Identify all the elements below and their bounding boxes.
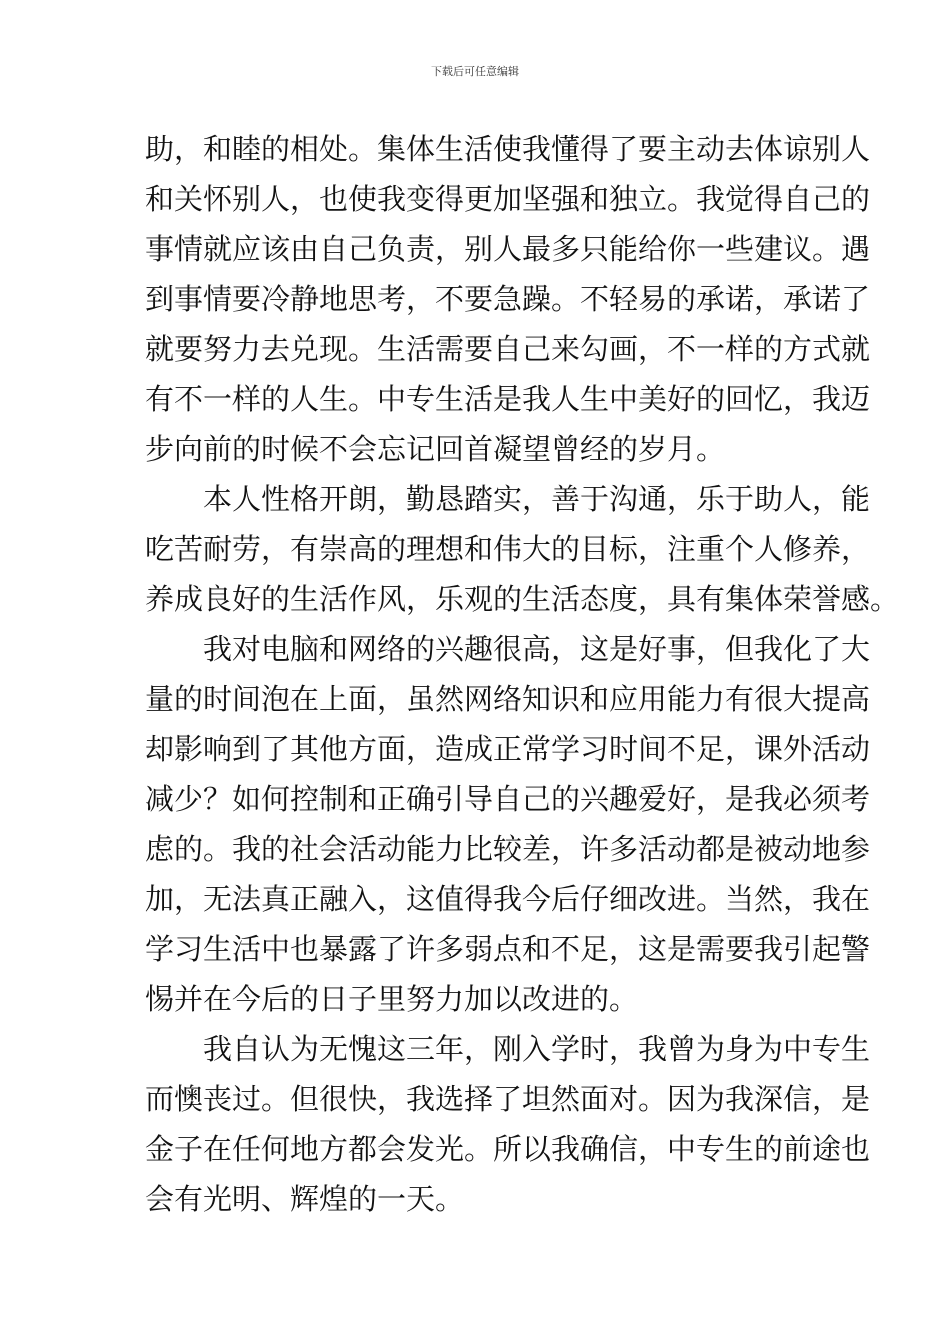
paragraph-line: 步向前的时候不会忘记回首凝望曾经的岁月。 [145, 432, 726, 466]
paragraph-1 [145, 124, 871, 474]
paragraph-line: 学习生活中也暴露了许多弱点和不足，这是需要我引起警 [145, 932, 871, 966]
paragraph-line: 加，无法真正融入，这值得我今后仔细改进。当然，我在 [145, 882, 871, 916]
paragraph-line: 虑的。我的社会活动能力比较差，许多活动都是被动地参 [145, 832, 871, 866]
paragraph-line: 而懊丧过。但很快，我选择了坦然面对。因为我深信，是 [145, 1082, 871, 1116]
paragraph-line: 事情就应该由自己负责，别人最多只能给你一些建议。遇 [145, 232, 871, 266]
paragraph-line: 会有光明、辉煌的一天。 [145, 1182, 465, 1216]
paragraph-line: 量的时间泡在上面，虽然网络知识和应用能力有很大提高 [145, 682, 871, 716]
paragraph-3 [145, 624, 871, 1024]
paragraph-line: 惕并在今后的日子里努力加以改进的。 [145, 982, 639, 1016]
paragraph-4 [145, 1024, 871, 1224]
paragraph-line: 本人性格开朗，勤恳踏实，善于沟通，乐于助人，能 [203, 482, 871, 516]
document-body [145, 124, 900, 1224]
paragraph-line: 却影响到了其他方面，造成正常学习时间不足，课外活动 [145, 732, 871, 766]
page-header-note: 下载后可任意编辑 [431, 65, 519, 78]
paragraph-line: 金子在任何地方都会发光。所以我确信，中专生的前途也 [145, 1132, 871, 1166]
paragraph-line: 减少？如何控制和正确引导自己的兴趣爱好，是我必须考 [145, 782, 871, 816]
paragraph-line: 我对电脑和网络的兴趣很高，这是好事，但我化了大 [203, 632, 871, 666]
paragraph-line: 有不一样的人生。中专生活是我人生中美好的回忆，我迈 [145, 382, 871, 416]
paragraph-line: 到事情要冷静地思考，不要急躁。不轻易的承诺，承诺了 [145, 282, 871, 316]
paragraph-line: 吃苦耐劳，有崇高的理想和伟大的目标，注重个人修养， [145, 532, 871, 566]
paragraph-line: 养成良好的生活作风，乐观的生活态度，具有集体荣誉感。 [145, 582, 900, 616]
paragraph-line: 助，和睦的相处。集体生活使我懂得了要主动去体谅别人 [145, 132, 871, 166]
paragraph-line: 就要努力去兑现。生活需要自己来勾画，不一样的方式就 [145, 332, 871, 366]
paragraph-2 [145, 474, 900, 624]
paragraph-line: 和关怀别人，也使我变得更加坚强和独立。我觉得自己的 [145, 182, 871, 216]
paragraph-line: 我自认为无愧这三年，刚入学时，我曾为身为中专生 [203, 1032, 871, 1066]
